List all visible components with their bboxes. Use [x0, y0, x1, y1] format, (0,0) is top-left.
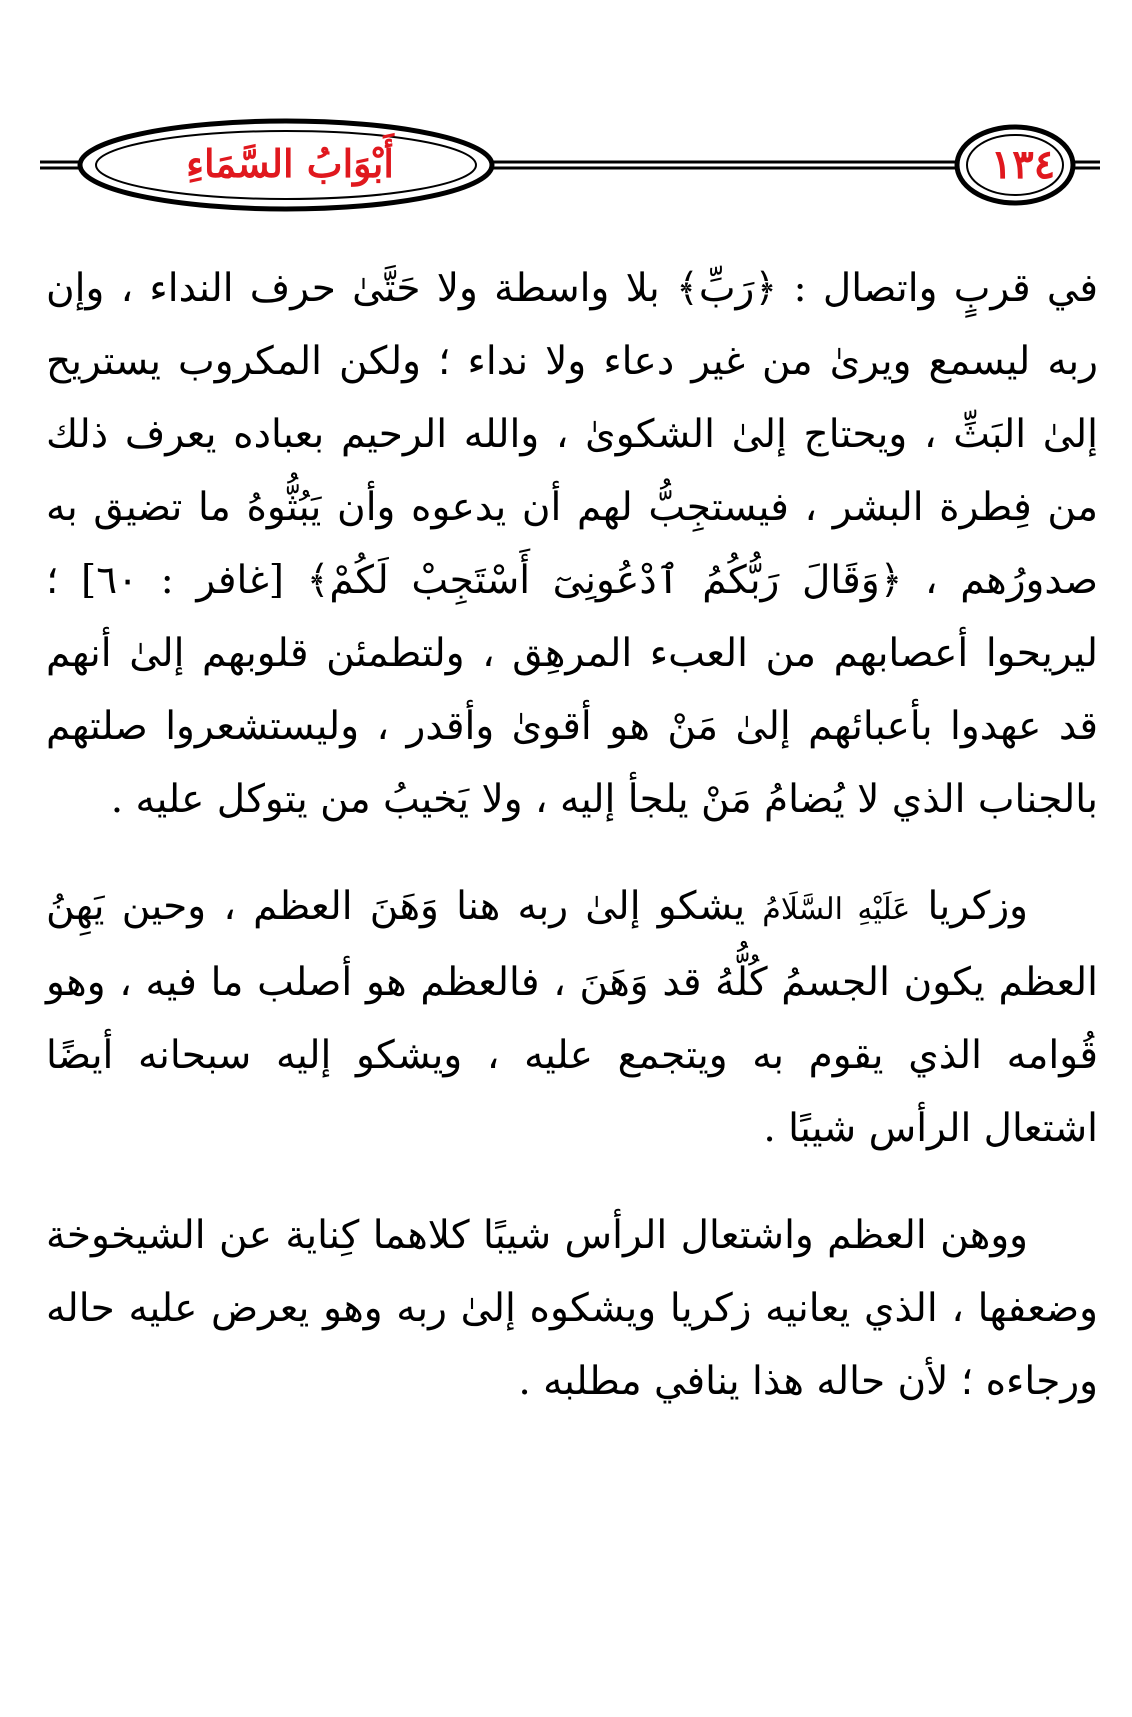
page-number: ١٣٤ [990, 141, 1056, 188]
paragraph [46, 1199, 1098, 1418]
quran-quote: ﴿وَقَالَ رَبُّكُمُ ٱدْعُونِىٓ أَسْتَجِبْ لَكُمْ﴾ [306, 558, 903, 603]
paragraph [46, 870, 1098, 1165]
paragraph [46, 252, 1098, 836]
page-header [40, 118, 1100, 212]
text-segment: يشكو إلىٰ ربه هنا وَهَنَ العظم ، وحين يَهِنُ العظم يكون الجسمُ كُلُّهُ قد وَهَنَ ، فالعظم هو أصلب ما فيه ، وهو قُوامه الذي يقوم به ويتجمع عليه ، ويشكو إليه سبحانه أيضًا اشتعال الرأس شيبًا . [46, 884, 1098, 1151]
text-segment: في قربٍ واتصال : [777, 266, 1098, 311]
quran-citation: [غافر : ٦٠] [80, 558, 307, 603]
text-segment: وزكريا [910, 884, 1028, 929]
text-segment: ووهن العظم واشتعال الرأس شيبًا كلاهما كِناية عن الشيخوخة وضعفها ، الذي يعانيه زكريا ويشكوه إلىٰ ربه وهو يعرض عليه حاله ورجاءه ؛ لأن حاله هذا ينافي مطلبه . [46, 1213, 1098, 1404]
page-title: أَبْوَابُ السَّمَاءِ [186, 141, 394, 186]
quran-quote: ﴿رَبِّ﴾ [675, 266, 778, 311]
text-segment: ؛ ليريحوا أعصابهم من العبء المرهِق ، ولتطمئن قلوبهم إلىٰ أنهم قد عهدوا بأعبائهم إلىٰ مَنْ هو أقوىٰ وأقدر ، وليستشعروا صلتهم بالجناب الذي لا يُضامُ مَنْ يلجأ إليه ، ولا يَخيبُ من يتوكل عليه . [46, 558, 1098, 822]
text-segment: بلا واسطة ولا حَتَّىٰ حرف النداء ، وإن ربه ليسمع ويرىٰ من غير دعاء ولا نداء ؛ ولكن المكروب يستريح إلىٰ البَثِّ ، ويحتاج إلىٰ الشكوىٰ ، والله الرحيم بعباده يعرف ذلك من فِطرة البشر ، فيستجِبُّ لهم أن يدعوه وأن يَبُثُّوهُ ما تضيق به صدورُهم ، [46, 266, 1098, 603]
body-text [46, 252, 1098, 1418]
honorific-ligature: عَلَيْهِ السَّلَامُ [762, 892, 911, 927]
